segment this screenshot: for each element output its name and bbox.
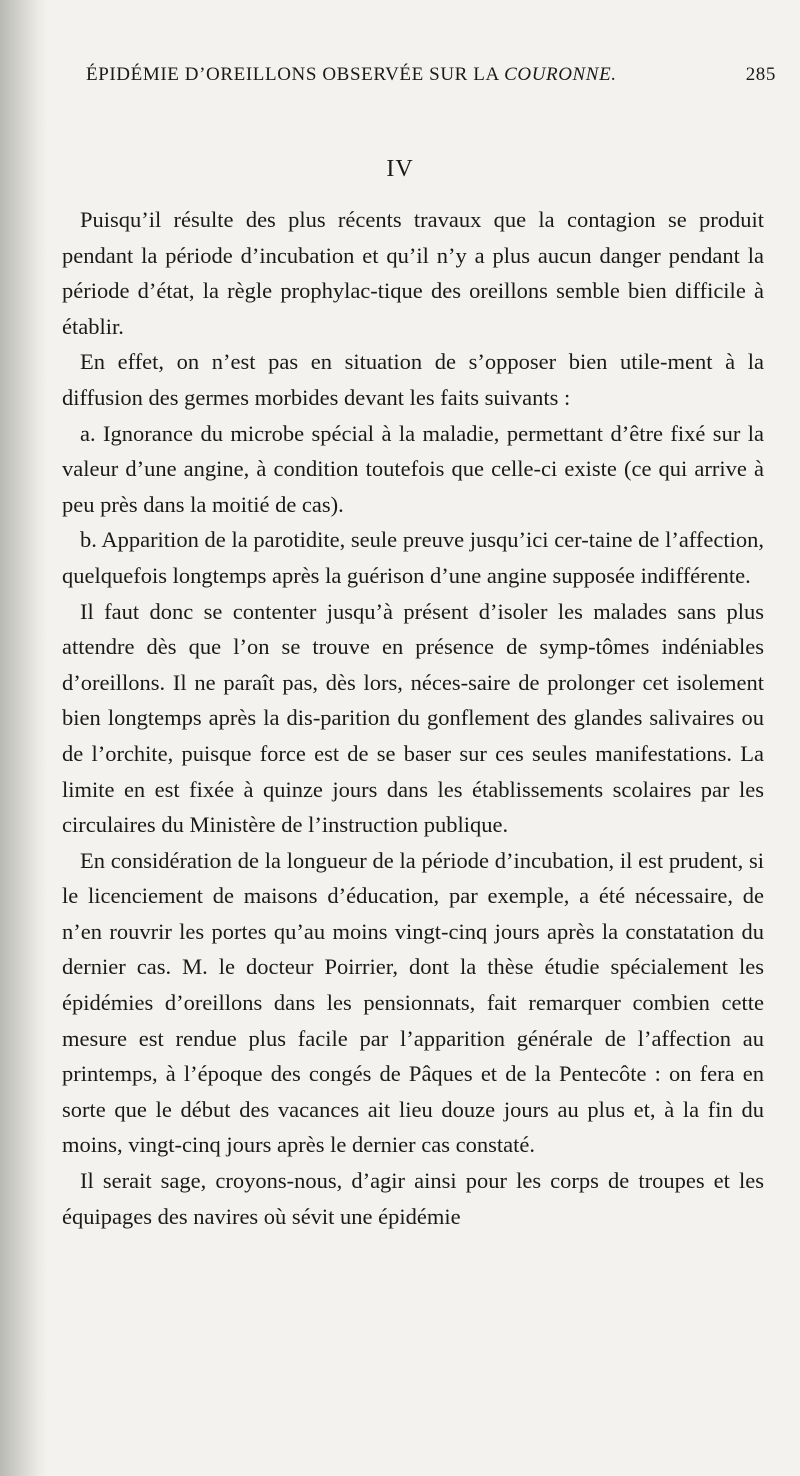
page-number: 285 <box>745 64 776 85</box>
running-head <box>86 64 776 94</box>
binding-shadow <box>0 0 48 1476</box>
paragraph-1: Puisqu’il résulte des plus récents travaux que la contagion se produit pendant la période d’incubation et qu’il n’y a plus aucun danger pendant la période d’état, la règle prophylac-tique des oreillons semble bien difficile à établir. <box>62 207 764 339</box>
running-title <box>86 64 617 86</box>
paragraph-6: En considération de la longueur de la période d’incubation, il est prudent, si le licenciement de maisons d’éducation, par exemple, a été nécessaire, de n’en rouvrir les portes qu’au moins vingt-cinq jours après la constatation du dernier cas. M. le docteur Poirrier, dont la thèse étudie spécialement les épidémies d’oreillons dans les pensionnats, fait remarquer combien cette mesure est rendue plus facile par l’apparition générale de l’affection au printemps, à l’époque des congés de Pâques et de la Pentecôte : on fera en sorte que le début des vacances ait lieu douze jours au plus et, à la fin du moins, vingt-cinq jours après le dernier cas constaté. <box>62 847 764 1158</box>
paragraph-5: Il faut donc se contenter jusqu’à présent d’isoler les malades sans plus attendre dès que l’on se trouve en présence de symp-tômes indéniables d’oreillons. Il ne paraît pas, dès lors, néces-saire de prolonger cet isolement bien longtemps après la dis-parition du gonflement des glandes salivaires ou de l’orchite, puisque force est de se baser sur ces seules manifestations. La limite en est fixée à quinze jours dans les établissements scolaires par les circulaires du Ministère de l’instruction publique. <box>62 598 764 838</box>
running-title-text: ÉPIDÉMIE D’OREILLONS OBSERVÉE SUR LA <box>86 64 505 85</box>
paragraph-4: b. Apparition de la parotidite, seule preuve jusqu’ici cer-taine de l’affection, quelquefois longtemps après la guérison d’une angine supposée indifférente. <box>62 527 764 588</box>
paragraph-2: En effet, on n’est pas en situation de s’opposer bien utile-ment à la diffusion des germes morbides devant les faits suivants : <box>62 349 764 410</box>
running-title-italic: COURONNE. <box>504 64 617 85</box>
section-heading: IV <box>386 156 414 182</box>
body-text <box>62 202 764 1234</box>
paragraph-7: Il serait sage, croyons-nous, d’agir ainsi pour les corps de troupes et les équipages des navires où sévit une épidémie <box>62 1168 764 1229</box>
paragraph-3: a. Ignorance du microbe spécial à la maladie, permettant d’être fixé sur la valeur d’une angine, à condition toutefois que celle-ci existe (ce qui arrive à peu près dans la moitié de cas). <box>62 420 764 517</box>
